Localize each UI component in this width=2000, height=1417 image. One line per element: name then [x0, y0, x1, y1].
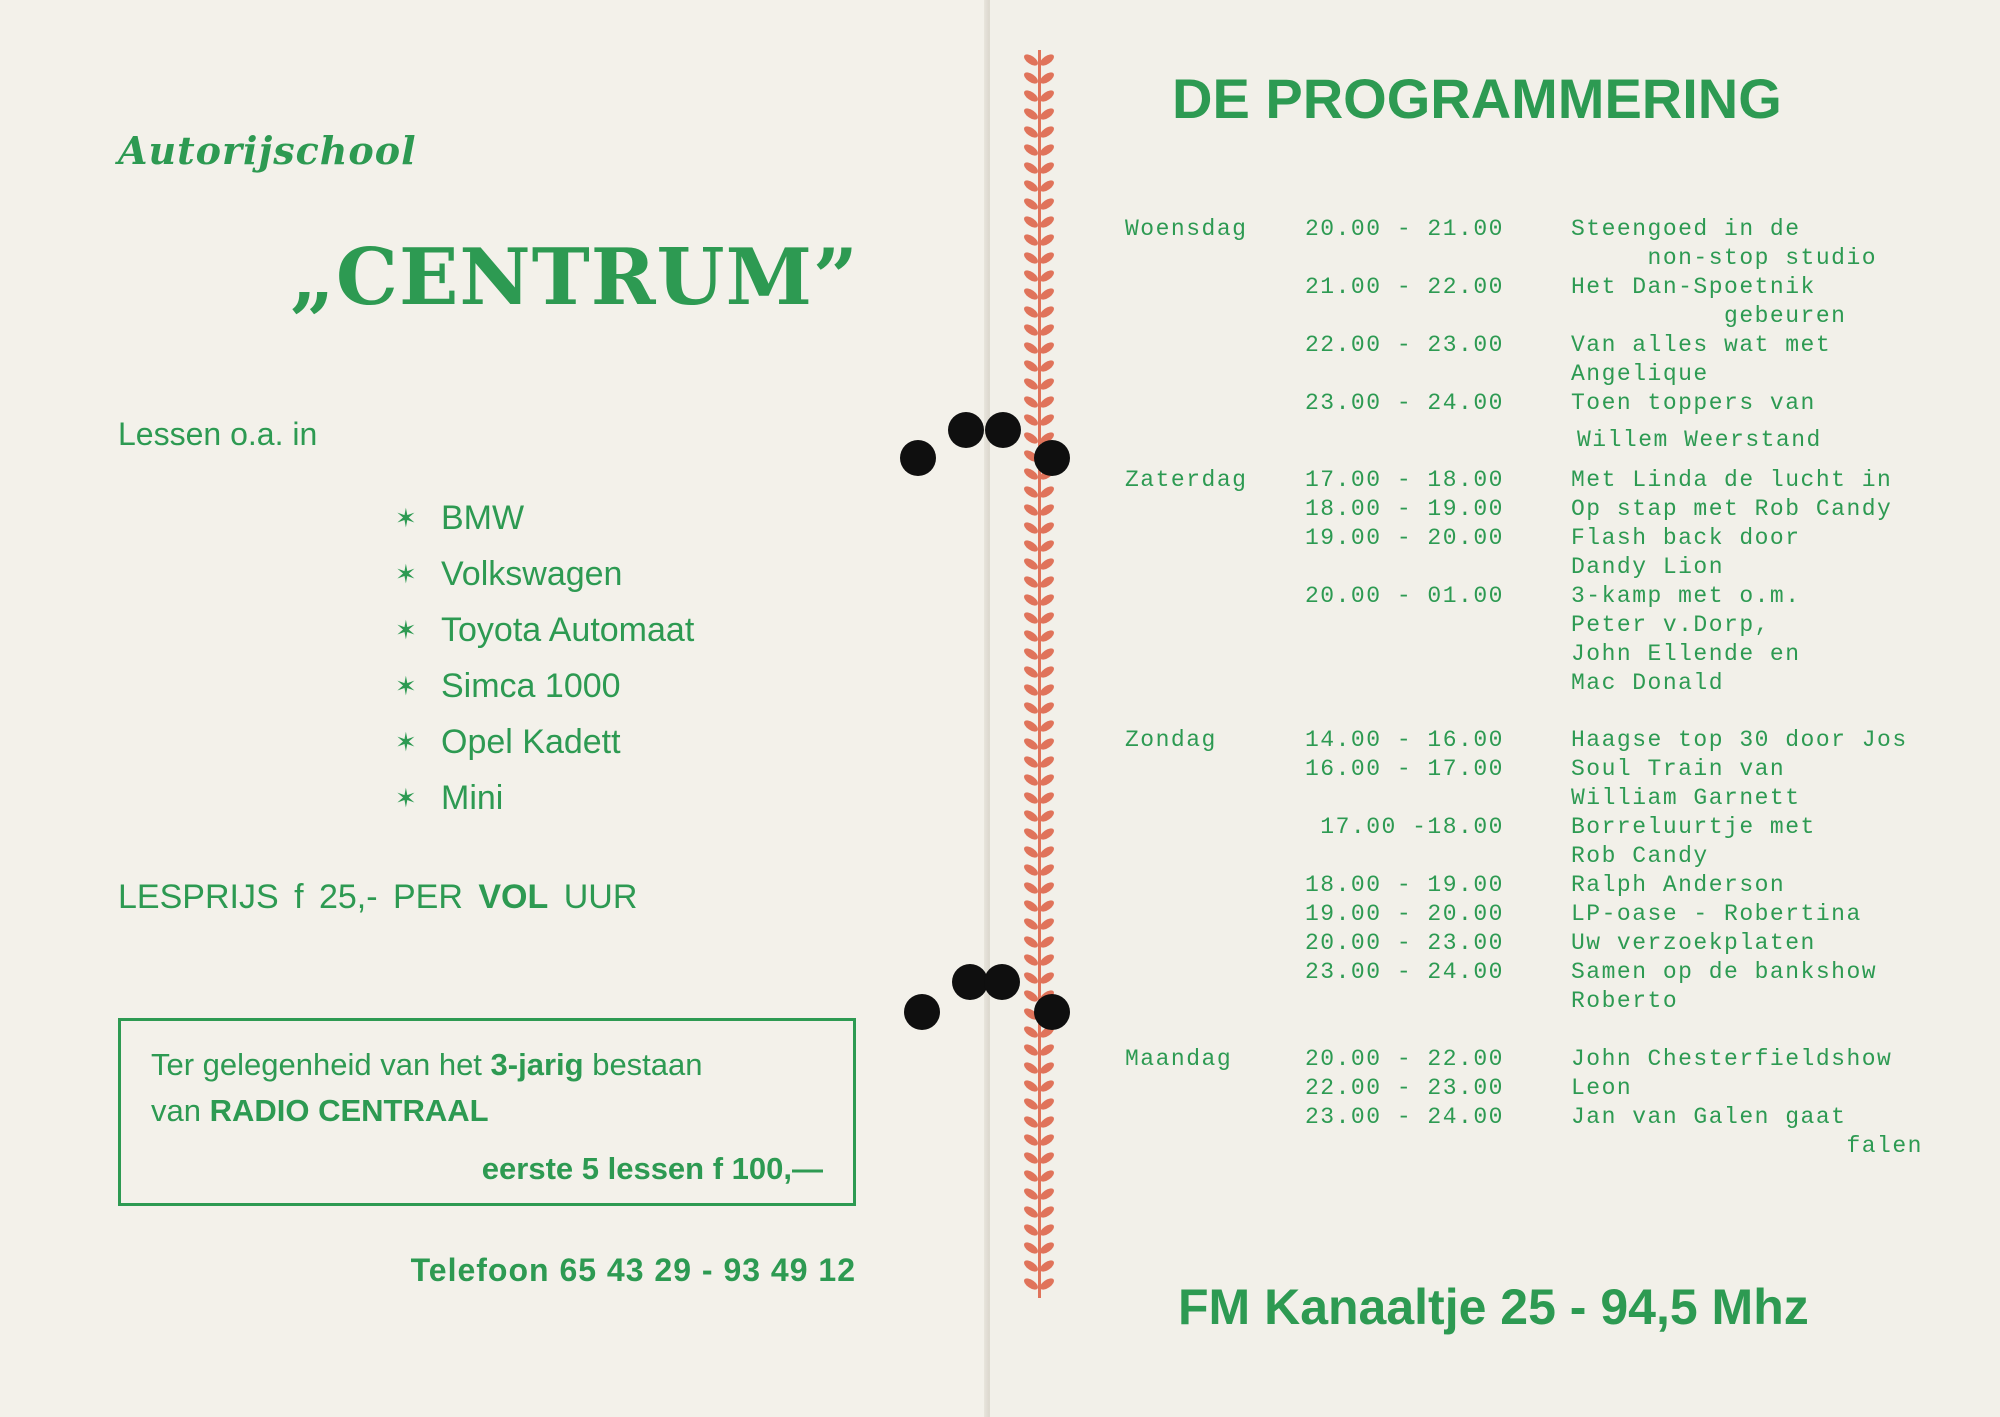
car-brand: Simca 1000 — [441, 666, 621, 705]
car-list — [395, 490, 694, 826]
list-item — [395, 714, 694, 770]
school-brand-name: „CENTRUM” — [290, 232, 859, 323]
fm-frequency: FM Kanaaltje 25 - 94,5 Mhz — [1178, 1279, 1809, 1335]
time-slot: 19.00 - 20.00 — [1305, 525, 1504, 551]
show-title-continued: falen — [1571, 1133, 1923, 1159]
time-slot: 22.00 - 23.00 — [1305, 332, 1504, 358]
list-item — [395, 490, 694, 546]
show-title: Leon — [1571, 1075, 1633, 1101]
show-title: Uw verzoekplaten — [1571, 930, 1816, 956]
list-item — [395, 658, 694, 714]
time-slot: 20.00 - 01.00 — [1305, 583, 1504, 609]
show-title-continued: gebeuren — [1571, 303, 1847, 329]
list-item — [395, 602, 694, 658]
show-title: Haagse top 30 door Jos — [1571, 727, 1908, 753]
show-title: LP-oase - Robertina — [1571, 901, 1862, 927]
star-bullet-icon: ✶ — [395, 782, 417, 813]
show-title-continued: John Ellende en — [1571, 641, 1801, 667]
star-bullet-icon: ✶ — [395, 670, 417, 701]
day-label: Woensdag — [1125, 216, 1248, 242]
show-title-continued: Angelique — [1571, 361, 1709, 387]
promo-line-2 — [151, 1093, 489, 1129]
show-title-continued: Willem Weerstand — [1577, 427, 1822, 453]
day-label: Maandag — [1125, 1046, 1233, 1072]
punch-hole-icon — [985, 412, 1021, 448]
car-brand: Mini — [441, 778, 504, 817]
car-brand: Opel Kadett — [441, 722, 621, 761]
show-title: Samen op de bankshow — [1571, 959, 1878, 985]
time-slot: 23.00 - 24.00 — [1305, 959, 1504, 985]
show-title-continued: Dandy Lion — [1571, 554, 1725, 580]
car-brand: Volkswagen — [441, 554, 623, 593]
time-slot: 17.00 -18.00 — [1305, 814, 1504, 840]
programme-title: DE PROGRAMMERING — [1172, 67, 1782, 130]
time-slot: 22.00 - 23.00 — [1305, 1075, 1504, 1101]
promo-line-2-pre: van — [151, 1093, 201, 1128]
show-title-continued: Roberto — [1571, 988, 1679, 1014]
show-title-continued: non-stop studio — [1571, 245, 1878, 271]
punch-hole-icon — [1034, 994, 1070, 1030]
lessons-intro: Lessen o.a. in — [118, 416, 318, 452]
promo-line-1-pre: Ter gelegenheid van het — [151, 1047, 482, 1082]
promo-line-1-bold: 3-jarig — [490, 1047, 584, 1082]
price-bold: VOL — [478, 878, 549, 916]
punch-hole-icon — [1034, 440, 1070, 476]
punch-hole-icon — [948, 412, 984, 448]
time-slot: 17.00 - 18.00 — [1305, 467, 1504, 493]
star-bullet-icon: ✶ — [395, 726, 417, 757]
show-title-continued: Rob Candy — [1571, 843, 1709, 869]
star-bullet-icon: ✶ — [395, 558, 417, 589]
price-suffix: UUR — [563, 878, 638, 916]
show-title: Van alles wat met — [1571, 332, 1832, 358]
time-slot: 16.00 - 17.00 — [1305, 756, 1504, 782]
promo-line-1 — [151, 1047, 703, 1083]
right-page — [990, 0, 2000, 1417]
punch-hole-icon — [984, 964, 1020, 1000]
star-bullet-icon: ✶ — [395, 502, 417, 533]
promo-line-2-bold: RADIO CENTRAAL — [209, 1093, 489, 1128]
list-item — [395, 546, 694, 602]
show-title: Soul Train van — [1571, 756, 1786, 782]
time-slot: 20.00 - 21.00 — [1305, 216, 1504, 242]
show-title: 3-kamp met o.m. — [1571, 583, 1801, 609]
show-title-continued: William Garnett — [1571, 785, 1801, 811]
show-title: John Chesterfieldshow — [1571, 1046, 1893, 1072]
time-slot: 20.00 - 23.00 — [1305, 930, 1504, 956]
time-slot: 23.00 - 24.00 — [1305, 390, 1504, 416]
show-title: Flash back door — [1571, 525, 1801, 551]
punch-hole-icon — [900, 440, 936, 476]
time-slot: 23.00 - 24.00 — [1305, 1104, 1504, 1130]
show-title: Borreluurtje met — [1571, 814, 1816, 840]
time-slot: 20.00 - 22.00 — [1305, 1046, 1504, 1072]
time-slot: 19.00 - 20.00 — [1305, 901, 1504, 927]
time-slot: 14.00 - 16.00 — [1305, 727, 1504, 753]
car-brand: Toyota Automaat — [441, 610, 695, 649]
school-script-title: Autorijschool — [118, 128, 417, 173]
lesson-price — [118, 878, 637, 917]
show-title: Het Dan-Spoetnik — [1571, 274, 1816, 300]
day-label: Zondag — [1125, 727, 1217, 753]
show-title: Met Linda de lucht in — [1571, 467, 1893, 493]
show-title: Jan van Galen gaat — [1571, 1104, 1847, 1130]
show-title: Ralph Anderson — [1571, 872, 1786, 898]
left-page — [0, 0, 990, 1417]
punch-hole-icon — [952, 964, 988, 1000]
list-item — [395, 770, 694, 826]
star-bullet-icon: ✶ — [395, 614, 417, 645]
leaf-vine-border-icon — [1022, 50, 1058, 1298]
promo-line-1-post: bestaan — [592, 1047, 703, 1082]
time-slot: 18.00 - 19.00 — [1305, 496, 1504, 522]
show-title-continued: Peter v.Dorp, — [1571, 612, 1770, 638]
promo-box — [118, 1018, 856, 1206]
price-prefix: LESPRIJS f 25,- PER — [118, 878, 463, 916]
phone-number: Telefoon 65 43 29 - 93 49 12 — [410, 1252, 856, 1288]
show-title: Toen toppers van — [1571, 390, 1816, 416]
punch-hole-icon — [904, 994, 940, 1030]
show-title: Steengoed in de — [1571, 216, 1801, 242]
day-label: Zaterdag — [1125, 467, 1248, 493]
time-slot: 21.00 - 22.00 — [1305, 274, 1504, 300]
promo-offer: eerste 5 lessen f 100,— — [481, 1151, 823, 1186]
car-brand: BMW — [441, 498, 525, 537]
time-slot: 18.00 - 19.00 — [1305, 872, 1504, 898]
show-title: Op stap met Rob Candy — [1571, 496, 1893, 522]
show-title-continued: Mac Donald — [1571, 670, 1725, 696]
